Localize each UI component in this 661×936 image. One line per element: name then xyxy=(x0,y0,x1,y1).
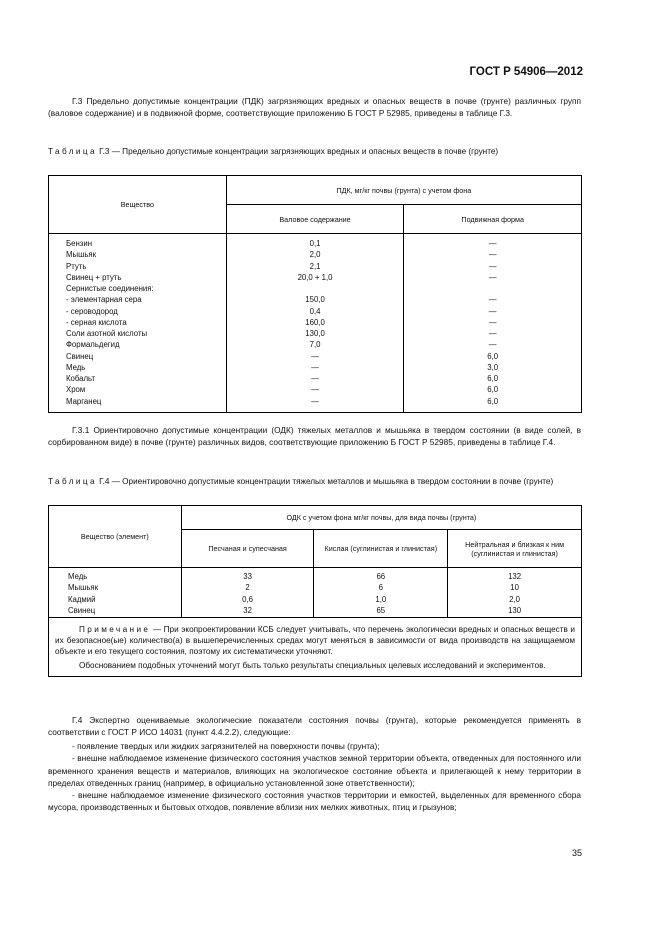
table-cell-value: Кадмий xyxy=(68,594,96,604)
table-cell-value: 32 xyxy=(243,605,252,615)
table-cell-value: 2,0 xyxy=(309,250,321,260)
table4-header-odk: ОДК с учетом фона мг/кг почвы, для вида почвы (грунта) xyxy=(181,506,581,530)
bullet-item: - внешне наблюдаемое изменение физического состояния участков земной территории объекта, отведенных для постоянного или временного хранения веществ и материалов, влияющих на экологическое состояние объекта и прилегающей к нему территории в пределах отведенных границ (например, в официально установленной зоне ответственности); xyxy=(48,753,581,788)
table-cell-value: Соли азотной кислоты xyxy=(66,329,148,338)
note-word: Примечание xyxy=(79,625,151,634)
table-g4 xyxy=(48,505,582,677)
table-cell-value: 130,0 xyxy=(305,329,325,338)
paragraph-g31: Г.3.1 Ориентировочно допустимые концентрации (ОДК) тяжелых металлов и мышьяка в твердом состоянии (в виде солей, в сорбированном виде) в почве (грунте) различных видов, соответствующие приложению Б ГОСТ Р 52985, приведены в таблице Г.4. xyxy=(48,425,581,448)
table-cell-value: Свинец xyxy=(68,605,96,615)
paragraph-g3: Г.3 Предельно допустимые концентрации (ПДК) загрязняющих вредных и опасных веществ в почве (грунте) различных групп (валовое содержание) и в подвижной форме, соответствующие приложению Б ГОСТ Р 52985, приведены в таблице Г.3. xyxy=(48,96,581,119)
table-cell-value: 130 xyxy=(508,605,522,615)
table-cell-value: 6,0 xyxy=(487,396,499,406)
table3-header-pdk: ПДК, мг/кг почвы (грунта) с учетом фона xyxy=(226,176,581,205)
table-cell-value: — xyxy=(311,362,319,372)
table-cell-value: 20,0 + 1,0 xyxy=(297,272,333,282)
table-cell-value: 132 xyxy=(508,572,522,581)
table4-header-neutral: Нейтральная и близкая к ним (суглинистая и глинистая) xyxy=(448,530,582,568)
table-cell-value: 65 xyxy=(376,605,386,615)
table-cell-value xyxy=(404,283,581,294)
note-text-2: Обоснованием подобных уточнений могут быть только результаты специальных целевых исследований и экспериментов. xyxy=(79,661,546,670)
table-cell-value: Медь xyxy=(68,572,88,581)
table-cell-value: 7,0 xyxy=(309,340,321,350)
table-cell-value: — xyxy=(311,374,319,383)
table-cell-value: Мышьяк xyxy=(66,250,97,260)
table4-caption-word: Таблица xyxy=(48,477,97,486)
table3-caption xyxy=(48,146,581,157)
table-cell-value: Бензин xyxy=(66,239,92,248)
table-cell-value: Свинец xyxy=(66,351,94,361)
bullet-list xyxy=(48,740,581,814)
table-cell-value: Формальдегид xyxy=(66,340,120,350)
table-cell-value: Сернистые соединения: xyxy=(66,284,154,293)
table4-header-substance: Вещество (элемент) xyxy=(49,506,182,568)
table-cell-value xyxy=(227,283,404,294)
table3-gross-column xyxy=(226,234,404,413)
table-cell-value: Хром xyxy=(66,385,86,395)
table-cell-value: — xyxy=(311,396,319,406)
table-cell-value: 6,0 xyxy=(487,385,499,395)
table3-header-mobile: Подвижная форма xyxy=(404,205,582,234)
table-cell-value: 0,4 xyxy=(309,306,321,316)
table-cell-value: 33 xyxy=(243,572,252,581)
table-cell-value: 2,0 xyxy=(509,594,521,604)
table-cell-value: - элементарная сера xyxy=(66,295,142,305)
table-cell-value: — xyxy=(488,306,497,316)
note-text: — При экопроектировании КСБ следует учитывать, что перечень экологически вредных и опасных веществ и их безопасное(ые) количество(а) в вышеперечисленных средах могут меняться в зависимости от вида производств на защищаемом объекте и его текущего состояния, поэтому их систематически уточняют. xyxy=(55,625,575,656)
table3-header-gross: Валовое содержание xyxy=(226,205,404,234)
table4-sandy-column xyxy=(181,568,314,618)
table-cell-value: 6,0 xyxy=(487,374,499,383)
bullet-item: - внешне наблюдаемое изменение физического состояния участков территории и емкостей, выделенных для временного сбора мусора, производственных и бытовых отходов, появление вблизи них мелких животных, птиц и грызунов; xyxy=(48,790,581,813)
document-code: ГОСТ Р 54906—2012 xyxy=(469,66,583,78)
table3-substance-column xyxy=(49,234,227,413)
table4-header-acid: Кислая (суглинистая и глинистая) xyxy=(314,530,448,568)
table-cell-value: Медь xyxy=(66,362,86,372)
table-cell-value: 66 xyxy=(376,572,386,581)
table-cell-value: 160,0 xyxy=(305,317,325,327)
table-cell-value: — xyxy=(488,295,497,305)
paragraph-g4: Г.4 Экспертно оцениваемые экологические показатели состояния почвы (грунта), которые рекомендуется применять в соответствии с ГОСТ Р ИСО 14031 (пункт 4.4.2.2), следующие: xyxy=(48,715,581,738)
table-cell-value: 6,0 xyxy=(487,351,499,361)
table-cell-value: 6 xyxy=(378,583,383,593)
table-cell-value: — xyxy=(488,250,497,260)
table-cell-value: Ртуть xyxy=(66,261,87,271)
table-cell-value: 10 xyxy=(510,583,519,593)
table-cell-value: 1,0 xyxy=(375,594,387,604)
table3-caption-word: Таблица xyxy=(48,147,97,156)
table4-note xyxy=(49,618,582,677)
table4-acid-column xyxy=(314,568,448,618)
table3-caption-text: Г.3 — Предельно допустимые концентрации загрязняющих вредных и опасных веществ в почве (грунте) xyxy=(96,147,499,156)
table-cell-value: — xyxy=(488,261,497,271)
table-g3 xyxy=(48,175,582,413)
table4-caption-text: Г.4 — Ориентировочно допустимые концентрации тяжелых металлов и мышьяка в твердом состоянии в почве (грунте) xyxy=(96,477,554,486)
table-cell-value: 2,1 xyxy=(309,261,321,271)
table-cell-value: - серная кислота xyxy=(66,317,127,327)
table3-mobile-column xyxy=(404,234,582,413)
page-number: 35 xyxy=(571,848,582,858)
table-cell-value: Марганец xyxy=(66,396,102,406)
table-cell-value: — xyxy=(311,351,319,361)
table-cell-value: 2 xyxy=(245,583,250,593)
table4-caption xyxy=(48,476,581,487)
table-cell-value: Свинец + ртуть xyxy=(66,272,122,282)
table-cell-value: — xyxy=(488,317,497,327)
table4-element-column xyxy=(49,568,182,618)
table-cell-value: 3,0 xyxy=(487,362,499,372)
table-cell-value: Кобальт xyxy=(66,374,96,383)
bullet-item: - появление твердых или жидких загрязнителей на поверхности почвы (грунта); xyxy=(72,741,380,751)
table-cell-value: Мышьяк xyxy=(68,583,99,593)
table-cell-value: 0,6 xyxy=(242,594,253,604)
table-cell-value: — xyxy=(311,385,319,395)
table-cell-value: — xyxy=(488,239,497,248)
table-cell-value: — xyxy=(488,329,497,338)
table-cell-value: 0,1 xyxy=(309,239,321,248)
table4-header-sandy: Песчаная и супесчаная xyxy=(181,530,314,568)
table-cell-value: 150,0 xyxy=(305,295,325,305)
table3-header-substance: Вещество xyxy=(49,176,227,234)
table4-neutral-column xyxy=(448,568,582,618)
table-cell-value: - сероводород xyxy=(66,306,118,316)
table-cell-value: — xyxy=(488,272,497,282)
table-cell-value: — xyxy=(488,340,497,350)
